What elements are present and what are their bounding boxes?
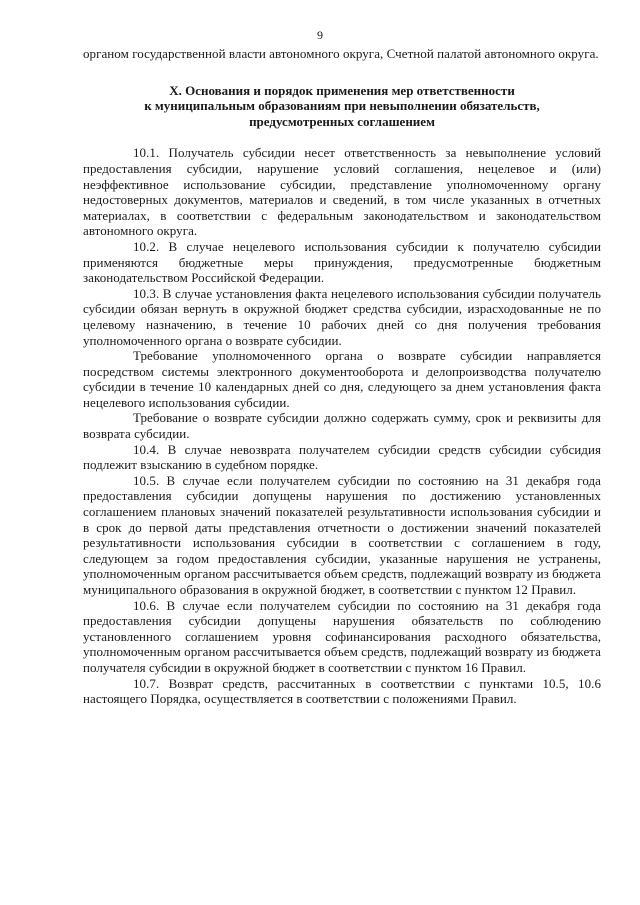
paragraph-10-1: 10.1. Получатель субсидии несет ответственность за невыполнение условий предоставления субсидии, нарушение условий соглашения, нецелевое и (или) неэффективное использование субсидии, представление уполномоченному органу недостоверных документов, материалов и сведений, в том числе указанных в отчетных материалах, в соответствии с федеральным законодательством и законодательством автономного округа. [83, 145, 601, 239]
document-body [83, 46, 601, 707]
section-heading [83, 83, 601, 130]
paragraph-10-7: 10.7. Возврат средств, рассчитанных в соответствии с пунктами 10.5, 10.6 настоящего Порядка, осуществляется в соответствии с положениями Правил. [83, 675, 601, 707]
paragraph-10-6: 10.6. В случае если получателем субсидии по состоянию на 31 декабря года предоставления субсидии допущены нарушения обязательств по соблюдению установленного соглашением уровня софинансирования расходного обязательства, уполномоченным органом рассчитывается объем средств, подлежащий возврату из бюджета получателя субсидии в окружной бюджет в соответствии с пунктом 16 Правил. [83, 597, 601, 675]
paragraph-10-3-requirement-content: Требование о возврате субсидии должно содержать сумму, срок и реквизиты для возврата субсидии. [83, 410, 601, 442]
page-number: 9 [317, 28, 323, 42]
paragraph-10-3-requirement: Требование уполномоченного органа о возврате субсидии направляется посредством системы электронного документооборота и делопроизводства получателю субсидии в течение 10 календарных дней со дня, следующего за днем установления факта нецелевого использования субсидии. [83, 348, 601, 410]
section-heading-line-3: предусмотренных соглашением [249, 113, 435, 129]
paragraph-10-4: 10.4. В случае невозврата получателем субсидии средств субсидии субсидия подлежит взысканию в судебном порядке. [83, 441, 601, 473]
paragraph-10-2: 10.2. В случае нецелевого использования субсидии к получателю субсидии применяются бюджетные меры принуждения, предусмотренные бюджетным законодательством Российской Федерации. [83, 238, 601, 286]
section-heading-line-2: к муниципальным образованиям при невыполнении обязательств, [144, 98, 540, 114]
section-heading-line-1: X. Основания и порядок применения мер ответственности [169, 82, 515, 98]
paragraph-10-5: 10.5. В случае если получателем субсидии по состоянию на 31 декабря года предоставления субсидии допущены нарушения по достижению установленных соглашением плановых значений показателей результативности использования субсидии и в срок до первой даты представления отчетности о достижении значений показателей результативности использования субсидии в соответствии с соглашением в году, следующем за годом предоставления субсидии, указанные нарушения не устранены, уполномоченным органом рассчитывается объем средств, подлежащий возврату из бюджета муниципального образования в окружной бюджет, в соответствии с пунктом 12 Правил. [83, 472, 601, 597]
intro-paragraph: органом государственной власти автономного округа, Счетной палатой автономного округа. [83, 46, 599, 61]
paragraph-10-3: 10.3. В случае установления факта нецелевого использования субсидии получатель субсидии обязан вернуть в окружной бюджет средства субсидии, израсходованные не по целевому назначению, в течение 10 рабочих дней со дня получения требования уполномоченного органа о возврате субсидии. [83, 285, 601, 348]
